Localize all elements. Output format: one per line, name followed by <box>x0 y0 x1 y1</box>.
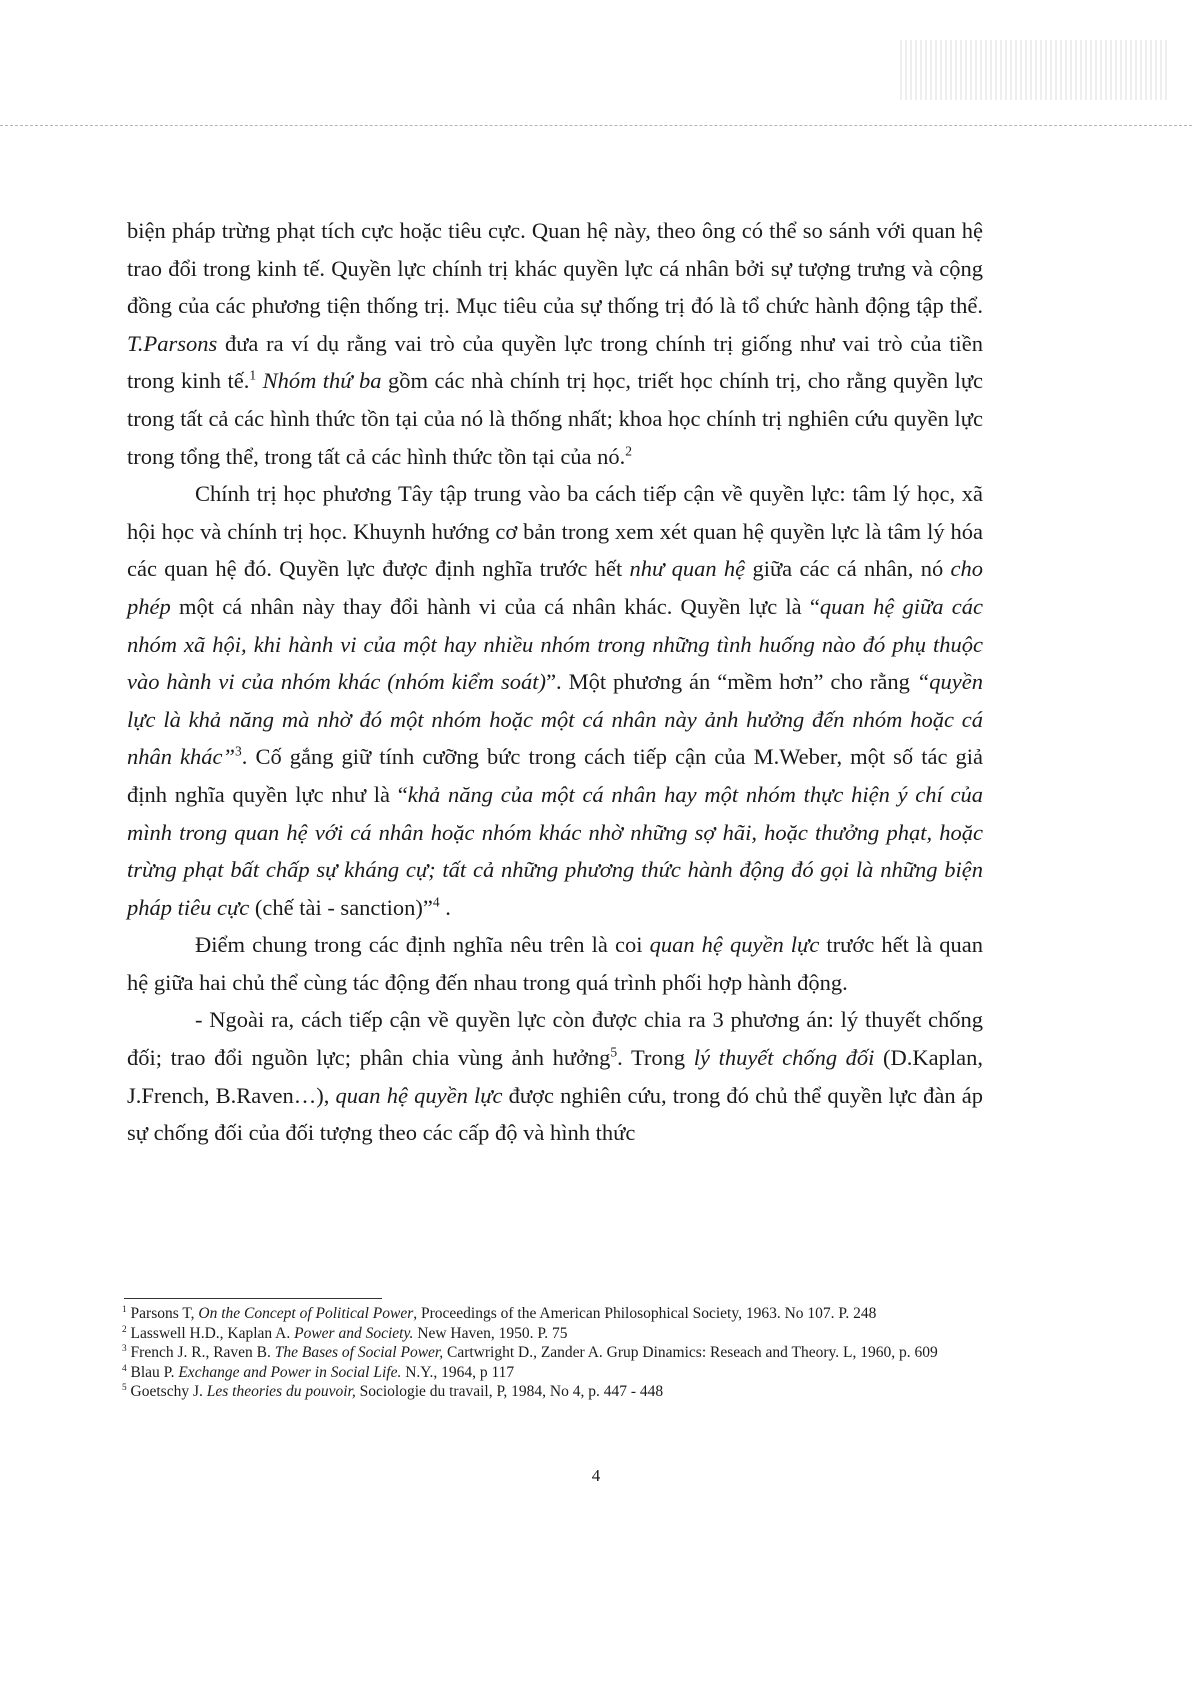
footnotes <box>122 1304 992 1402</box>
text-run: (chế tài - sanction)” <box>249 894 433 920</box>
paragraph <box>127 475 983 926</box>
footnote <box>122 1304 992 1324</box>
footnote-separator <box>124 1298 382 1299</box>
footnote-ref: 4 <box>122 1363 127 1374</box>
footnote-ref: 5 <box>610 1044 618 1060</box>
footnote-ref: 2 <box>122 1324 127 1335</box>
italic-text: khả năng của một cá nhân hay một nhóm thực hiện ý chí của mình trong quan hệ với cá nhân hoặc nhóm khác nhờ những sợ hãi, hoặc thưởng phạt, hoặc trừng phạt bất chấp sự kháng cự; tất cả những phương thức hành động đó gọi là những biện pháp tiêu cực <box>127 781 984 920</box>
footnote-ref: 3 <box>122 1344 127 1355</box>
footnote-ref: 5 <box>122 1383 127 1394</box>
footnote-ref: 1 <box>122 1304 127 1315</box>
italic-text: On the Concept of Political Power <box>198 1305 414 1322</box>
italic-text: quan hệ giữa các nhóm xã hội, khi hành vi của một hay nhiều nhóm trong những tình huống nào đó phụ thuộc vào hành vi của nhóm khác (nhóm kiểm soát) <box>127 593 983 695</box>
text-run: giữa các cá nhân, nó <box>745 556 951 582</box>
text-run: Cartwright D., Zander A. Grup Dinamics: Reseach and Theory. L, 1960, p. 609 <box>443 1344 938 1362</box>
italic-text: Exchange and Power in Social Life. <box>178 1363 402 1381</box>
text-run: . Trong <box>617 1045 694 1071</box>
text-run: - Ngoài ra, cách tiếp cận về quyền lực còn được chia ra 3 phương án: lý thuyết chống đối; trao đổi nguồn lực; phân chia vùng ảnh hưởng <box>127 1007 983 1071</box>
italic-text: quan hệ quyền lực <box>649 932 820 958</box>
italic-text: The Bases of Social Power, <box>274 1344 444 1362</box>
italic-text: cho phép <box>127 556 984 619</box>
footnote-ref: 3 <box>235 743 242 759</box>
footnote <box>122 1343 992 1363</box>
text-run: Sociologie du travail, P, 1984, No 4, p. 447 - 448 <box>355 1383 664 1401</box>
text-run: French J. R., Raven B. <box>126 1344 275 1362</box>
text-run: Goetschy J. <box>126 1383 207 1401</box>
text-run: đưa ra ví dụ rằng vai trò của quyền lực trong chính trị giống như vai trò của tiền trong kinh tế. <box>127 330 983 394</box>
text-run: ”. Một phương án “mềm hơn” cho rằng <box>546 669 917 695</box>
paragraph <box>127 926 983 1001</box>
text-run: (D.Kaplan, J.French, B.Raven…), <box>127 1045 983 1108</box>
header-divider <box>0 125 1192 126</box>
text-run: gồm các nhà chính trị học, triết học chính trị, cho rằng quyền lực trong tất cả các hình thức tồn tại của nó là thống nhất; khoa học chính trị nghiên cứu quyền lực trong tổng thể, trong tất cả các hình thức tồn tại của nó. <box>127 368 984 469</box>
paragraph <box>127 1001 983 1151</box>
text-run: biện pháp trừng phạt tích cực hoặc tiêu cực. Quan hệ này, theo ông có thể so sánh với quan hệ trao đổi trong kinh tế. Quyền lực chính trị khác quyền lực cá nhân bởi sự tượng trưng và cộng đồng của các phương tiện thống trị. Mục tiêu của sự thống trị đó là tổ chức hành động tập thể. <box>127 218 983 319</box>
text-run: được nghiên cứu, trong đó chủ thể quyền lực đàn áp sự chống đối của đối tượng theo các cấp độ và hình thức <box>127 1082 983 1146</box>
italic-text: Les theories du pouvoir, <box>206 1383 356 1401</box>
text-run: Điểm chung trong các định nghĩa nêu trên là coi <box>195 932 650 958</box>
footnote <box>122 1363 992 1383</box>
italic-text: Power and Society. <box>294 1324 414 1342</box>
footnote <box>122 1324 992 1344</box>
italic-text: như quan hệ <box>629 556 746 582</box>
italic-text: lý thuyết chống đối <box>693 1045 875 1071</box>
italic-text: Nhóm thứ ba <box>262 368 382 394</box>
scan-artifact <box>900 40 1170 100</box>
italic-text: “quyền lực là khả năng mà nhờ đó một nhóm hoặc một cá nhân này ảnh hưởng đến nhóm hoặc cá nhân khác” <box>127 669 983 770</box>
page-number: 4 <box>591 1466 601 1485</box>
footnote <box>122 1382 992 1402</box>
italic-text: T.Parsons <box>127 330 218 356</box>
text-run: . <box>439 894 451 920</box>
body-text <box>127 212 983 1152</box>
text-run: Lasswell H.D., Kaplan A. <box>126 1324 295 1342</box>
paragraph <box>127 212 983 475</box>
text-run: Parsons T, <box>126 1305 199 1322</box>
text-run: , Proceedings of the American Philosophical Society, 1963. No 107. P. 248 <box>413 1305 877 1322</box>
text-run: Blau P. <box>126 1363 179 1381</box>
footnote-ref: 4 <box>432 894 440 910</box>
italic-text: quan hệ quyền lực <box>335 1082 503 1108</box>
text-run: New Haven, 1950. P. 75 <box>413 1324 568 1342</box>
text-run: một cá nhân này thay đổi hành vi của cá nhân khác. Quyền lực là “ <box>170 593 820 619</box>
footnote-ref: 2 <box>625 443 633 459</box>
footnote-ref: 1 <box>249 367 257 383</box>
text-run: . Cố gắng giữ tính cưỡng bức trong cách tiếp cận của M.Weber, một số tác giả định nghĩa quyền lực như là “ <box>127 744 983 807</box>
text-run: N.Y., 1964, p 117 <box>401 1363 515 1381</box>
text-run: trước hết là quan hệ giữa hai chủ thể cùng tác động đến nhau trong quá trình phối hợp hành động. <box>127 932 983 995</box>
text-run: Chính trị học phương Tây tập trung vào ba cách tiếp cận về quyền lực: tâm lý học, xã hội học và chính trị học. Khuynh hướng cơ bản trong xem xét quan hệ quyền lực là tâm lý hóa các quan hệ đó. Quyền lực được định nghĩa trước hết <box>127 481 983 582</box>
